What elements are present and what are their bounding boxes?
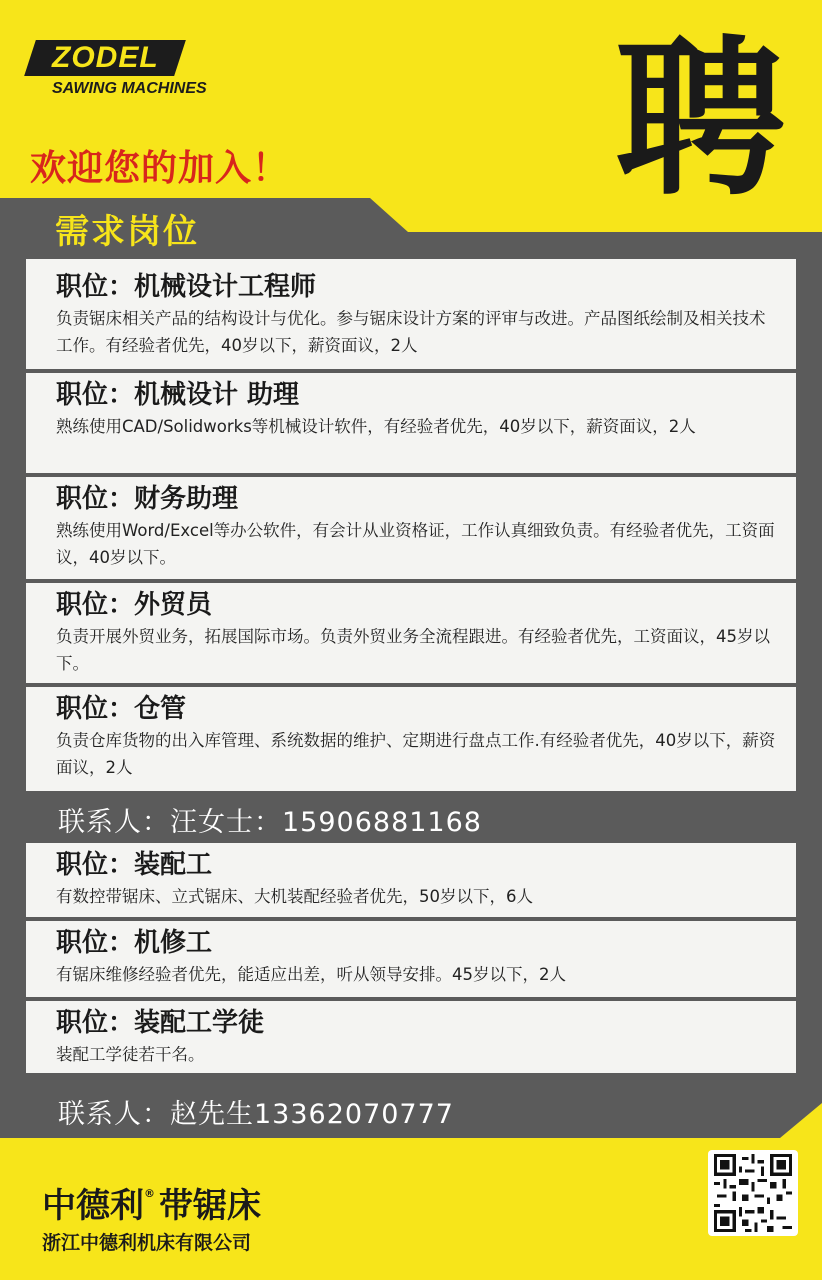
registered-mark: ®: [144, 1187, 155, 1200]
headline-character: 聘: [614, 21, 785, 219]
job-title: 职位：外贸员: [56, 590, 213, 620]
job-title: 职位：机械设计 助理: [56, 380, 300, 410]
section-title: 需求岗位: [55, 212, 199, 252]
job-description: 负责锯床相关产品的结构设计与优化。参与锯床设计方案的评审与改进。产品图纸绘制及相关技术工作。有经验者优先，40岁以下，薪资面议，2人: [56, 309, 766, 355]
footer-product: 带锯床: [159, 1186, 261, 1226]
zodel-logo: [30, 40, 230, 102]
logo-mark: [24, 40, 186, 76]
job-description: 有数控带锯床、立式锯床、大机装配经验者优先，50岁以下，6人: [56, 887, 533, 906]
logo-tagline: SAWING MACHINES: [52, 80, 207, 97]
job-card-design-assistant: [26, 373, 796, 473]
job-title: 职位：机修工: [56, 928, 213, 958]
job-card-foreign-trade: [26, 583, 796, 683]
qr-code-icon[interactable]: [708, 1150, 798, 1236]
job-title: 职位：装配工学徒: [56, 1008, 265, 1038]
job-description: 熟练使用Word/Excel等办公软件，有会计从业资格证，工作认真细致负责。有经验者优先，工资面议，40岁以下。: [56, 521, 775, 567]
job-card-finance-assistant: [26, 477, 796, 579]
welcome-text: 欢迎您的加入！: [30, 148, 290, 189]
job-description: 熟练使用CAD/Solidworks等机械设计软件，有经验者优先，40岁以下，薪资面议，2人: [56, 417, 696, 436]
job-description: 有锯床维修经验者优先，能适应出差，听从领导安排。45岁以下，2人: [56, 965, 566, 984]
job-card-assembler: [26, 843, 796, 917]
qr-code-graphic: [712, 1154, 794, 1232]
job-title: 职位：装配工: [56, 850, 213, 880]
job-card-mechanic: [26, 921, 796, 997]
contact-1: 联系人：汪女士：15906881168: [58, 807, 482, 838]
job-card-apprentice: [26, 1001, 796, 1073]
job-title: 职位：财务助理: [56, 484, 239, 514]
company-name: 浙江中德利机床有限公司: [42, 1232, 252, 1254]
job-description: 负责仓库货物的出入库管理、系统数据的维护、定期进行盘点工作.有经验者优先，40岁以下，薪资面议，2人: [56, 731, 776, 777]
contact-2: 联系人：赵先生13362070777: [58, 1099, 454, 1130]
footer-brand-cn: 中德利: [42, 1186, 144, 1226]
logo-brand: ZODEL: [51, 41, 159, 74]
footer-brand: [42, 1178, 261, 1227]
job-title: 职位：机械设计工程师: [56, 272, 317, 302]
job-card-mechanical-engineer: [26, 259, 796, 369]
job-description: 负责开展外贸业务，拓展国际市场。负责外贸业务全流程跟进。有经验者优先，工资面议，45岁以下。: [56, 627, 770, 673]
job-title: 职位：仓管: [56, 694, 187, 724]
job-description: 装配工学徒若干名。: [56, 1045, 205, 1064]
job-card-warehouse: [26, 687, 796, 791]
